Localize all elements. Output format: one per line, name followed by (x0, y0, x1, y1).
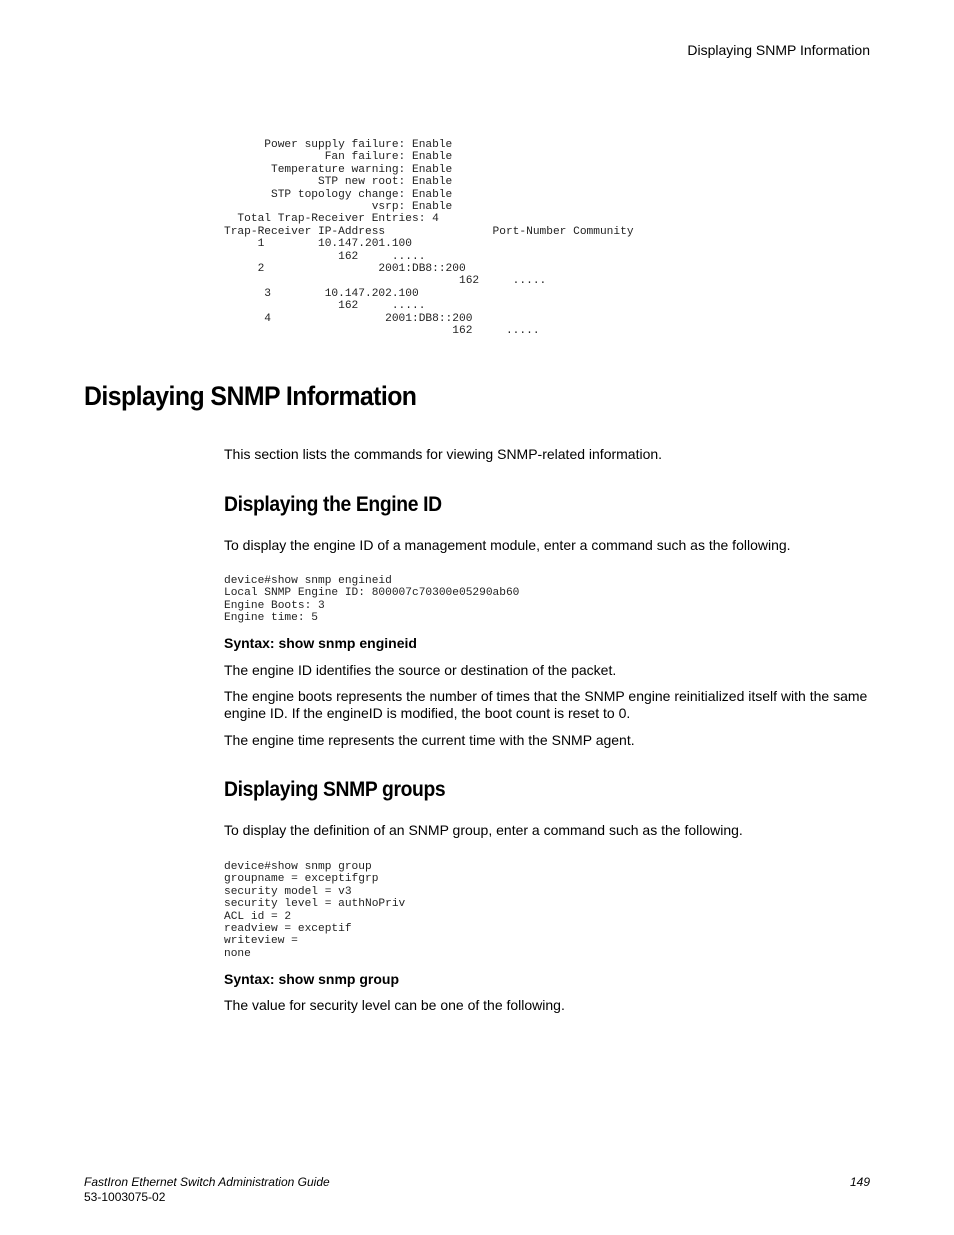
snmp-groups-code-block: device#show snmp group groupname = exceptifgrp security model = v3 security level = authNoPriv ACL id = 2 readview = exceptif writeview = none (224, 861, 406, 960)
snmp-groups-para-1: The value for security level can be one of the following. (224, 997, 565, 1013)
section-intro: This section lists the commands for viewing SNMP-related information. (224, 446, 663, 462)
section-title: Displaying SNMP Information (84, 381, 417, 411)
engine-id-para-3: The engine time represents the current time with the SNMP agent. (224, 732, 635, 748)
snmp-groups-syntax: Syntax: show snmp group (224, 971, 400, 987)
engine-id-intro: To display the engine ID of a management module, enter a command such as the following. (224, 537, 791, 553)
trap-status-code-block: Power supply failure: Enable Fan failure: Enable Temperature warning: Enable STP new root: Enable STP topology change: Enable vsrp: Enable Total Trap-Receiver Entries: 4 Trap-Receiver IP-Address Port-Number Community 1 10.147.201.100 162 ..... 2 2001:DB8::200 162 ..... 3 10.147.202.100 162 ..... 4 2001:DB8::200 162 ..... (224, 139, 634, 338)
snmp-groups-heading: Displaying SNMP groups (224, 778, 446, 801)
engine-id-heading: Displaying the Engine ID (224, 493, 442, 516)
engine-id-code-block: device#show snmp engineid Local SNMP Engine ID: 800007c70300e05290ab60 Engine Boots: 3 Engine time: 5 (224, 575, 520, 625)
footer-guide-title: FastIron Ethernet Switch Administration Guide (84, 1175, 330, 1189)
footer-page-number: 149 (849, 1175, 870, 1189)
engine-id-para-1: The engine ID identifies the source or destination of the packet. (224, 662, 617, 678)
footer-doc-number: 53-1003075-02 (84, 1190, 166, 1204)
engine-id-para-2: The engine boots represents the number of times that the SNMP engine reinitialized itself with the same engine ID. If the engineID is modified, the boot count is reset to 0. (224, 688, 868, 721)
running-header: Displaying SNMP Information (687, 42, 870, 58)
footer-left (84, 1175, 330, 1205)
snmp-groups-intro: To display the definition of an SNMP group, enter a command such as the following. (224, 822, 743, 838)
engine-id-syntax: Syntax: show snmp engineid (224, 635, 417, 651)
